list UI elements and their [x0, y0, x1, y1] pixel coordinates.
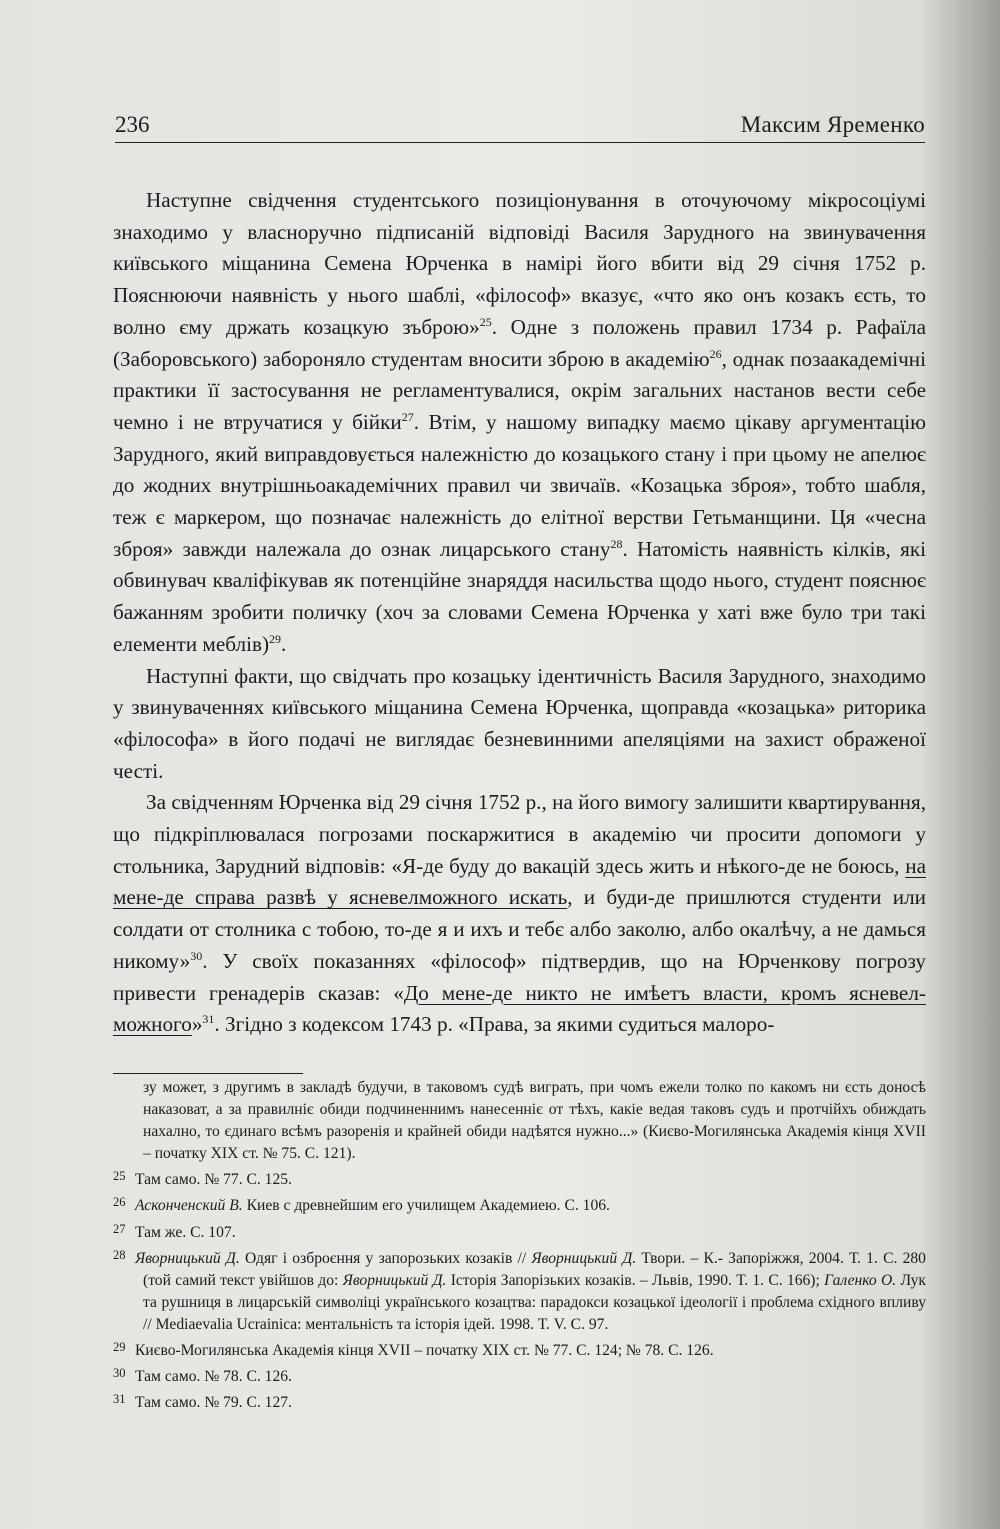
- paragraph-2: Наступні факти, що свідчать про козацьку ідентичність Василя Зарудного, знаходимо у звинуваченнях київського міщанина Семена Юрченка, щоправда «козацька» риторика «філософа» в його подачі не виглядає безневинними апеляціями на захист ображеної честі.: [113, 663, 926, 783]
- text-run: . Одне з положень правил 1734 р. Рафаїла (Заборовського) забороняло студентам вносити зброю в академію: [113, 314, 926, 371]
- footnote-number: 29: [113, 1340, 126, 1355]
- footnote-29: [113, 1336, 926, 1362]
- footnote-text: Там же. С. 107.: [135, 1223, 236, 1241]
- footnote-ref: 26: [709, 346, 722, 361]
- footnote-28: [113, 1244, 926, 1336]
- footnote-continuation: зу может, з другимъ в закладѣ будучи, в таковомъ судѣ виграть, при чомъ ежели толко по какомъ ни єсть доносѣ наказоват, а за правилніє обиди подчиненнимъ нанесенніє от тѣхъ, какіе ведая таковъ судъ и протчійхъ обиждать нахално, то єдинаго всѣмъ разоренія и крайней обиди надѣятся нужно...» (Києво-Могилянська Академія кінця XVII – початку XIX ст. № 75. С. 121).: [143, 1079, 926, 1163]
- footnote-ref: 31: [202, 1012, 215, 1027]
- text-run: , однак позаакадемічні практики її застосування не регламентувалися, окрім загальних настанов вести себе чемно і не втручатися у бійки: [113, 346, 926, 434]
- footnote-text: Там само. № 77. С. 125.: [135, 1171, 292, 1189]
- footnote-text: Історія Запорізьких козаків. – Львів, 1990. Т. 1. С. 166);: [446, 1271, 825, 1289]
- footnote-text: Одяг і озброєння у запорозьких козаків //: [239, 1249, 532, 1267]
- text-run: »: [191, 1012, 203, 1037]
- footnote-number: 25: [113, 1169, 126, 1184]
- footnote-26: [113, 1191, 926, 1217]
- footnote-30: [113, 1362, 926, 1388]
- footnote-ref: 25: [479, 314, 492, 329]
- running-title: Максим Яременко: [740, 112, 925, 137]
- author-name: Галенко О.: [824, 1271, 897, 1289]
- footnote-25: [113, 1165, 926, 1191]
- main-text: [113, 185, 926, 1041]
- text-run: . Згідно з кодексом 1743 р. «Права, за якими судиться малоро-: [214, 1012, 775, 1037]
- footnote-number: 28: [113, 1247, 126, 1262]
- footnote-text: Там само. № 79. С. 127.: [135, 1394, 292, 1412]
- footnotes: [113, 1077, 926, 1414]
- footnote-ref: 30: [190, 948, 203, 963]
- footnote-ref: 28: [610, 536, 623, 551]
- author-name: Яворницький Д.: [531, 1249, 637, 1267]
- text-run: , и буди-де пришлются студенти или солдати от столника с тобою, то-де я и ихъ и тебє албо заколю, албо окалѣчу, а не дамься никому»: [113, 885, 926, 973]
- author-name: Асконченский В.: [135, 1197, 243, 1215]
- page-header: [115, 112, 925, 143]
- footnote-number: 31: [113, 1392, 126, 1407]
- footnote-text: Твори. – К.- Запоріжжя, 2004. Т. 1. С. 280 (той самий текст увійшов до:: [143, 1249, 926, 1289]
- footnote-ref: 29: [269, 631, 282, 646]
- underlined-quote: До мене-де никто не имѣетъ власти, кромъ ясневелможного: [113, 980, 926, 1037]
- paragraph-3: [113, 787, 926, 1041]
- footnote-number: 26: [113, 1195, 126, 1210]
- footnote-ref: 27: [401, 409, 414, 424]
- text-run: Наступне свідчення студентського позиціонування в оточуючому мікросоціумі знаходимо у власноручно підписаній відповіді Василя Зарудного на звинувачення київського міщанина Семена Юрченка в намірі його вбити від 29 січня 1752 р. Пояснюючи наявність у нього шаблі, «філософ» вказує, «что яко онъ козакъ єсть, то волно єму држать козацкую зъброю»: [113, 188, 926, 339]
- footnote-text: Лук та рушниця в лицарській символіці українського козацтва: парадокси козацької ідеології і проблема східного впливу // Mediaevalia Ucrainica: ментальність та історія ідей. 1998. Т. V. С. 97.: [143, 1271, 926, 1333]
- text-run: .: [281, 631, 287, 656]
- underlined-quote: на мене-де справа развѣ у ясневелможного искать: [113, 853, 926, 910]
- paragraph-1: [113, 185, 926, 661]
- footnote-31: [113, 1388, 926, 1414]
- author-name: Яворницький Д.: [135, 1249, 240, 1267]
- footnote-text: Киев с древнейшим его училищем Академиею. С. 106.: [242, 1197, 610, 1215]
- footnote-27: [113, 1218, 926, 1244]
- footnote-divider: [113, 1073, 303, 1074]
- footnote-text: Києво-Могилянська Академія кінця XVII – початку XIX ст. № 77. С. 124; № 78. С. 126.: [135, 1342, 714, 1360]
- author-name: Яворницький Д.: [342, 1271, 447, 1289]
- text-run: . Втім, у нашому випадку маємо цікаву аргументацію Зарудного, який виправдовується належністю до козацького стану і при цьому не апелює до жодних внутрішньоакадемічних правил чи звичаїв. «Козацька зброя», тобто шабля, теж є маркером, що позначає належність до елітної верстви Гетьманщини. Ця «чесна зброя» завжди належала до ознак лицарського стану: [113, 409, 926, 561]
- footnote-number: 27: [113, 1221, 126, 1236]
- footnote-text: Там само. № 78. С. 126.: [135, 1368, 292, 1386]
- text-run: За свідченням Юрченка від 29 січня 1752 р., на його вимогу залишити квартирування, що підкріплювалася погрозами поскаржитися в академію чи просити допомоги у стольника, Зарудний відповів: «Я-де буду до вакацій здесь жить и нѣкого-де не боюсь,: [113, 790, 926, 878]
- text-run: . У своїх показаннях «філософ» підтвердив, що на Юрченкову погрозу привести гренадерів сказав: «: [113, 948, 926, 1005]
- text-run: . Натомість наявність кілків, які обвинувач кваліфікував як потенційне знаряддя насильства щодо нього, студент пояснює бажанням зробити поличку (хоч за словами Семена Юрченка у хаті вже було три такі елементи меблів): [113, 536, 927, 656]
- page-number: 236: [115, 112, 150, 137]
- footnote-number: 30: [113, 1366, 126, 1381]
